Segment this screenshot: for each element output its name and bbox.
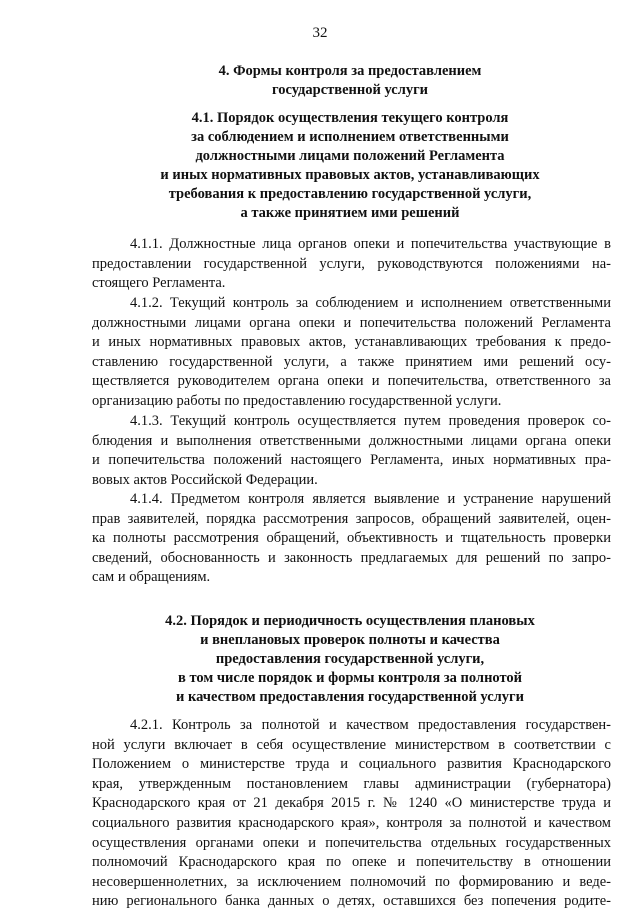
- heading-line: а также принятием ими решений: [240, 205, 460, 221]
- text-line: ной услуги включает в себя осуществление министерством в соответствии с: [92, 736, 611, 753]
- text-line: Положением о министерстве труда и социального развития Краснодарского: [92, 756, 611, 773]
- text-line: социального развития краснодарского края», контроля за полнотой и качеством: [92, 814, 611, 831]
- heading-line: за соблюдением и исполнением ответственными: [191, 129, 509, 145]
- section-4-1-heading: [80, 109, 620, 223]
- text-line: и попечительства положений настоящего Регламента, иных нормативных пра-: [92, 452, 611, 469]
- text-line: предоставлении государственной услуги, руководствуются положениями на-: [92, 255, 611, 272]
- text-line: ществляется руководителем органа опеки и попечительства, ответственного за: [92, 373, 611, 390]
- heading-line: предоставления государственной услуги,: [215, 651, 485, 667]
- text-line: 4.1.2. Текущий контроль за соблюдением и исполнением ответственными: [130, 295, 611, 311]
- text-line: ставлению государственной услуги, а также принятием ими решений осу-: [92, 353, 611, 370]
- text-line: стоящего Регламента.: [92, 275, 226, 292]
- heading-line: государственной услуги: [271, 82, 429, 98]
- paragraph-4-2-1: [92, 716, 611, 912]
- heading-line: и внеплановых проверок полноты и качества: [200, 632, 500, 648]
- text-line: нию регионального банка данных о детях, оставшихся без попечения родите-: [92, 893, 611, 910]
- text-line: 4.1.4. Предметом контроля является выявление и устранение нарушений: [130, 491, 611, 507]
- text-line: организацию работы по предоставлению государственной услуги.: [92, 392, 502, 409]
- section-4-2-heading: [80, 612, 620, 707]
- section-4-heading: [80, 62, 620, 100]
- heading-line: 4. Формы контроля за предоставлением: [218, 63, 482, 79]
- paragraph-4-1-4: [92, 490, 611, 588]
- text-line: и иных нормативных правовых актов, устанавливающих требования к предо-: [92, 334, 611, 351]
- text-line: осуществления органами опеки и попечительства отдельных государственных: [92, 834, 611, 851]
- text-line: 4.1.1. Должностные лица органов опеки и попечительства участвующие в: [130, 236, 611, 252]
- text-line: сведений, обоснованность и законность предлагаемых для решений по запро-: [92, 549, 611, 566]
- heading-line: требования к предоставлению государственной услуги,: [168, 186, 532, 202]
- heading-line: должностными лицами положений Регламента: [195, 148, 505, 164]
- text-line: 4.2.1. Контроль за полнотой и качеством предоставления государствен-: [130, 717, 611, 733]
- paragraph-4-1-2: [92, 294, 611, 412]
- paragraph-4-1-1: [92, 235, 611, 294]
- text-line: блюдения и выполнения ответственными должностными лицами органа опеки: [92, 432, 611, 449]
- text-line: прав заявителей, порядка рассмотрения запросов, обращений заявителей, оцен-: [92, 510, 611, 527]
- text-line: ка полноты рассмотрения обращений, объективность и тщательность проверки: [92, 530, 611, 547]
- page-number: 32: [312, 25, 328, 41]
- text-line: несовершеннолетних, за исключением полномочий по формированию и веде-: [92, 873, 611, 890]
- text-line: полномочий Краснодарского края по опеке и попечительству в отношении: [92, 854, 611, 871]
- paragraph-4-1-3: [92, 412, 611, 490]
- heading-line: и качеством предоставления государственной услуги: [176, 689, 524, 705]
- heading-line: в том числе порядок и формы контроля за полнотой: [177, 670, 523, 686]
- heading-line: 4.1. Порядок осуществления текущего контроля: [191, 110, 509, 126]
- heading-line: 4.2. Порядок и периодичность осуществления плановых: [165, 613, 535, 629]
- text-line: должностными лицами органа опеки и попечительства положений Регламента: [92, 314, 611, 331]
- text-line: сам и обращениям.: [92, 569, 211, 586]
- text-line: 4.1.3. Текущий контроль осуществляется путем проведения проверок со-: [130, 413, 611, 429]
- heading-line: и иных нормативных правовых актов, устанавливающих: [160, 167, 540, 183]
- text-line: вовых актов Российской Федерации.: [92, 471, 318, 488]
- text-line: Краснодарского края от 21 декабря 2015 г. № 1240 «О министерстве труда и: [92, 795, 611, 812]
- text-line: края, утвержденным постановлением главы администрации (губернатора): [92, 775, 611, 792]
